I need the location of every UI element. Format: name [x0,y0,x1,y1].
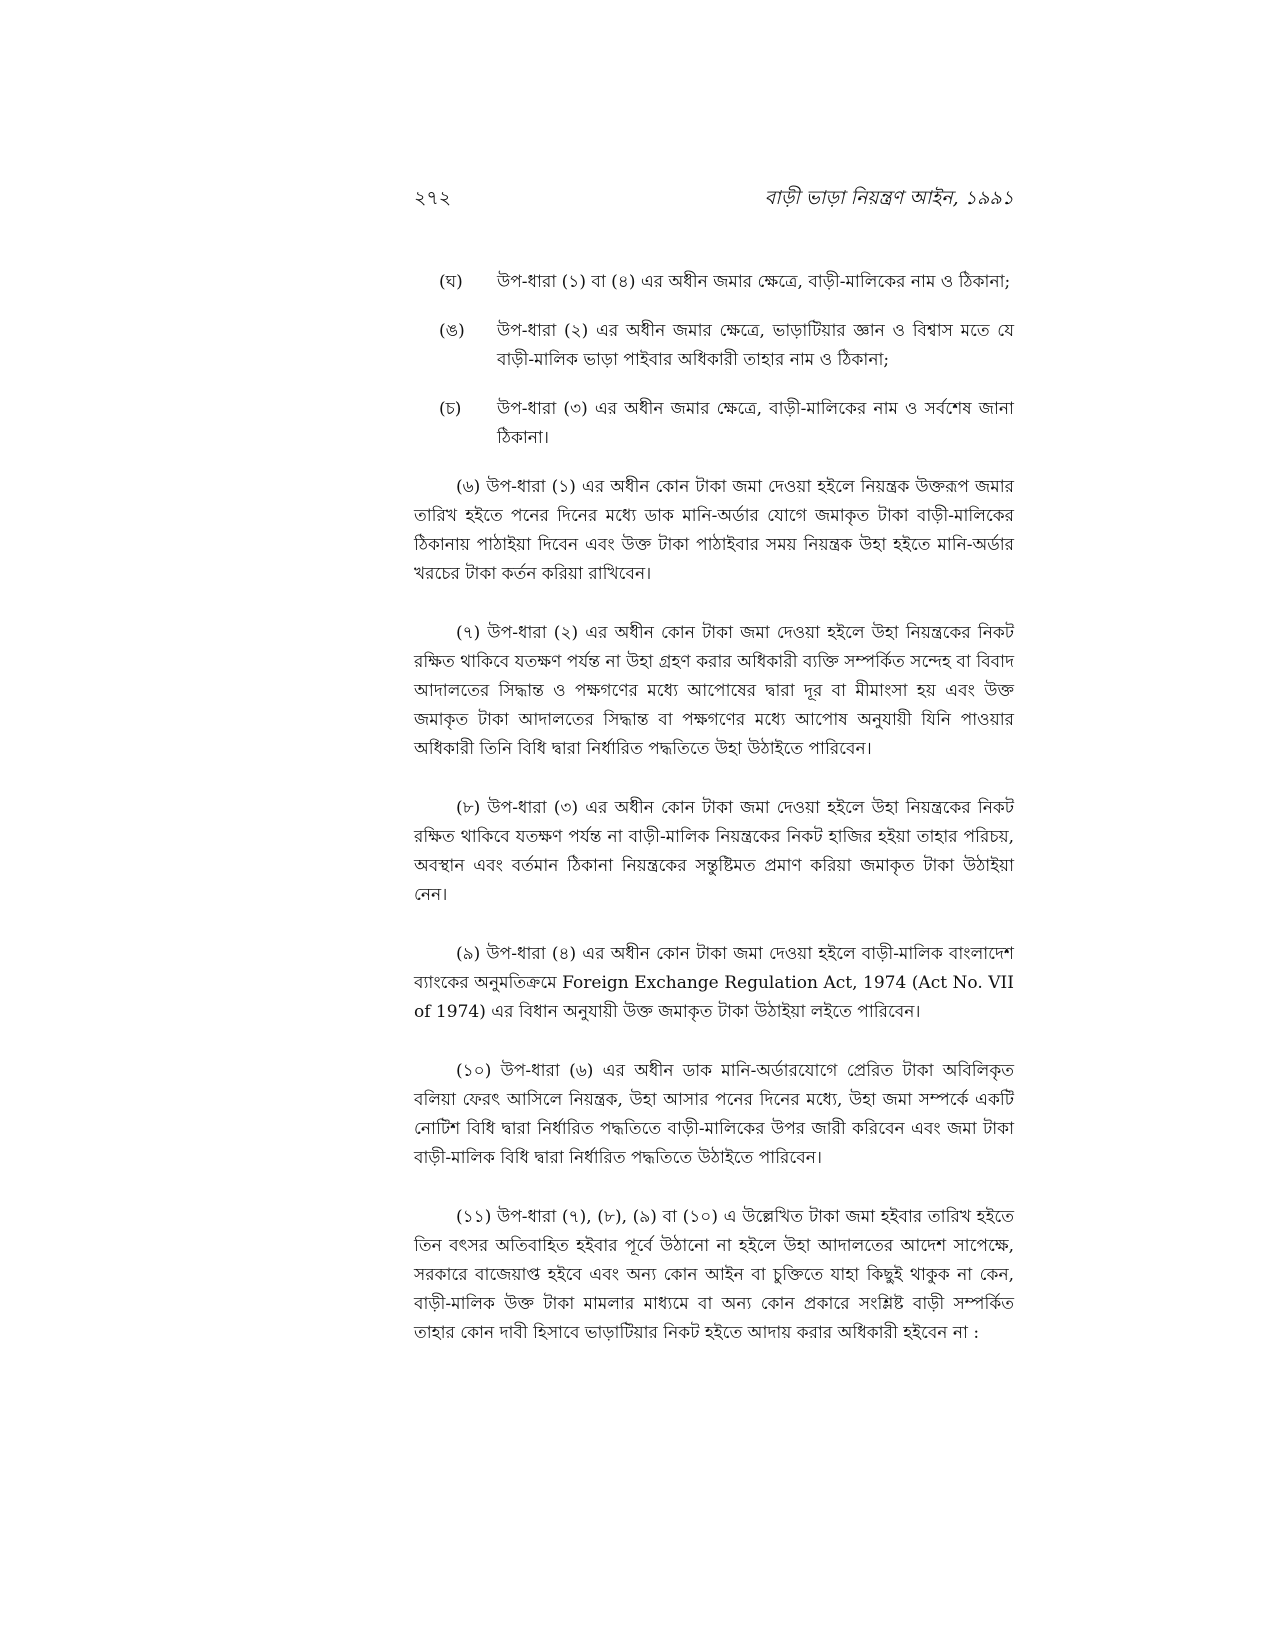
subsection-9: (৯) উপ-ধারা (৪) এর অধীন কোন টাকা জমা দেওয়া হইলে বাড়ী-মালিক বাংলাদেশ ব্যাংকের অনুমতিক্রমে Foreign Exchange Regulation Act, 1974 (Act No. VII of 1974) এর বিধান অনুযায়ী উক্ত জমাকৃত টাকা উঠাইয়া লইতে পারিবেন। [414,944,1014,1022]
clause-uma [439,317,1014,375]
clause-marker: (ঙ) [439,321,465,341]
clause-list [414,268,1014,453]
subsection-6: (৬) উপ-ধারা (১) এর অধীন কোন টাকা জমা দেওয়া হইলে নিয়ন্ত্রক উক্তরূপ জমার তারিখ হইতে পনের দিনের মধ্যে ডাক মানি-অর্ডার যোগে জমাকৃত টাকা বাড়ী-মালিকের ঠিকানায় পাঠাইয়া দিবেন এবং উক্ত টাকা পাঠাইবার সময় নিয়ন্ত্রক উহা হইতে মানি-অর্ডার খরচের টাকা কর্তন করিয়া রাখিবেন। [414,477,1014,584]
subsection-11: (১১) উপ-ধারা (৭), (৮), (৯) বা (১০) এ উল্লেখিত টাকা জমা হইবার তারিখ হইতে তিন বৎসর অতিবাহিত হইবার পূর্বে উঠানো না হইলে উহা আদালতের আদেশ সাপেক্ষে, সরকারে বাজেয়াপ্ত হইবে এবং অন্য কোন আইন বা চুক্তিতে যাহা কিছুই থাকুক না কেন, বাড়ী-মালিক উক্ত টাকা মামলার মাধ্যমে বা অন্য কোন প্রকারে সংশ্লিষ্ট বাড়ী সম্পর্কিত তাহার কোন দাবী হিসাবে ভাড়াটিয়ার নিকট হইতে আদায় করার অধিকারী হইবেন না : [414,1207,1014,1343]
clause-marker: (চ) [439,399,462,419]
subsection-10: (১০) উপ-ধারা (৬) এর অধীন ডাক মানি-অর্ডারযোগে প্রেরিত টাকা অবিলিকৃত বলিয়া ফেরৎ আসিলে নিয়ন্ত্রক, উহা আসার পনের দিনের মধ্যে, উহা জমা সম্পর্কে একটি নোটিশ বিধি দ্বারা নির্ধারিত পদ্ধতিতে বাড়ী-মালিকের উপর জারী করিবেন এবং জমা টাকা বাড়ী-মালিক বিধি দ্বারা নির্ধারিত পদ্ধতিতে উঠাইতে পারিবেন। [414,1061,1014,1168]
clause-text: উপ-ধারা (৩) এর অধীন জমার ক্ষেত্রে, বাড়ী-মালিকের নাম ও সর্বশেষ জানা ঠিকানা। [497,399,1014,448]
clause-marker: (ঘ) [439,272,463,292]
clause-text: উপ-ধারা (২) এর অধীন জমার ক্ষেত্রে, ভাড়াটিয়ার জ্ঞান ও বিশ্বাস মতে যে বাড়ী-মালিক ভাড়া পাইবার অধিকারী তাহার নাম ও ঠিকানা; [497,321,1014,370]
running-title: বাড়ী ভাড়া নিয়ন্ত্রণ আইন, ১৯৯১ [764,187,1014,209]
subsection-7: (৭) উপ-ধারা (২) এর অধীন কোন টাকা জমা দেওয়া হইলে উহা নিয়ন্ত্রকের নিকট রক্ষিত থাকিবে যতক্ষণ পর্যন্ত না উহা গ্রহণ করার অধিকারী ব্যক্তি সম্পর্কিত সন্দেহ বা বিবাদ আদালতের সিদ্ধান্ত ও পক্ষগণের মধ্যে আপোষের দ্বারা দূর বা মীমাংসা হয় এবং উক্ত জমাকৃত টাকা আদালতের সিদ্ধান্ত বা পক্ষগণের মধ্যে আপোষ অনুযায়ী যিনি পাওয়ার অধিকারী তিনি বিধি দ্বারা নির্ধারিত পদ্ধতিতে উহা উঠাইতে পারিবেন। [414,623,1014,759]
clause-cha [439,395,1014,453]
clause-gha [439,268,1014,297]
page-number: ২৭২ [414,187,452,209]
clause-text: উপ-ধারা (১) বা (৪) এর অধীন জমার ক্ষেত্রে, বাড়ী-মালিকের নাম ও ঠিকানা; [497,272,1011,292]
page-header [414,180,1014,214]
document-page [414,180,1014,1378]
subsection-8: (৮) উপ-ধারা (৩) এর অধীন কোন টাকা জমা দেওয়া হইলে উহা নিয়ন্ত্রকের নিকট রক্ষিত থাকিবে যতক্ষণ পর্যন্ত না বাড়ী-মালিক নিয়ন্ত্রকের নিকট হাজির হইয়া তাহার পরিচয়, অবস্থান এবং বর্তমান ঠিকানা নিয়ন্ত্রকের সন্তুষ্টিমত প্রমাণ করিয়া জমাকৃত টাকা উঠাইয়া নেন। [414,798,1014,905]
